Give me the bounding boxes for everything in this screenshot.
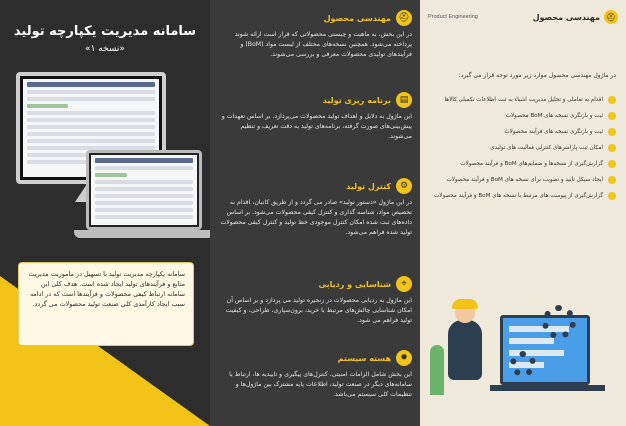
engineer-icon: ⛑ [604, 10, 618, 24]
control-icon: ⚙ [396, 178, 412, 194]
brochure-subtitle: «نسخه ۱» [85, 44, 125, 54]
section-product-engineering [220, 10, 412, 60]
section-body: این ماژول به دلایل و اهداف تولید محصولات می‌پردازد. بر اساس تعهدات و پیش‌بینی‌های صورت گرفته، برنامه‌های تولید به دقت تعریف و تنظیم می‌شوند. [221, 113, 412, 140]
list-item: امکان ثبت پارامترهای کنترلی فعالیت های تولیدی [430, 140, 616, 156]
middle-panel [210, 0, 420, 426]
section-title: شناسایی و ردیابی [318, 279, 391, 289]
section-title: مهندسی محصول [323, 13, 391, 23]
right-header [428, 8, 618, 26]
section-body: در این بخش، به ماهیت و چیستی محصولاتی که قرار است ارائه شوند پرداخته می‌شود. همچنین نسخه‌های مختلف از لیست مواد (BoM) و فرآیندهای تولیدی محصولات معرفی و بررسی می‌شوند. [234, 31, 412, 58]
section-tracking [220, 276, 412, 326]
list-item: ثبت و بازنگری نسخه های BoM محصولات [430, 108, 616, 124]
bullet-icon [608, 144, 616, 152]
section-system-core [220, 350, 412, 400]
person-figure [448, 320, 482, 380]
planning-icon: ▤ [396, 92, 412, 108]
section-title: برنامه ریزی تولید [322, 95, 391, 105]
section-production-control [220, 178, 412, 238]
right-intro: در ماژول مهندسی محصول موارد زیر مورد توجه قرار می گیرد: [458, 72, 616, 79]
hard-hat-icon [452, 299, 478, 309]
bullet-icon [608, 96, 616, 104]
right-title-fa: مهندسی محصول [532, 12, 600, 22]
section-production-planning [220, 92, 412, 142]
right-title [533, 10, 618, 24]
engineer-icon: ⛑ [396, 10, 412, 26]
laptop-image [86, 150, 202, 230]
section-body: این ماژول به ردیابی محصولات در زنجیره تولید می پردازد و بر اساس آن امکان شناسایی چالش‌های مرتبط با خرید، برون‌سپاری، طراحی، و کیفیت تولید فراهم می شود. [225, 297, 412, 324]
gear-icon [510, 351, 536, 377]
core-icon: ✹ [396, 350, 412, 366]
right-title-en: Product Engineering [428, 14, 478, 20]
gear-icon [542, 305, 576, 339]
bullet-icon [608, 176, 616, 184]
brochure-title: سامانه مدیریت یکپارچه تولید [13, 24, 197, 39]
desk-shape [490, 385, 605, 391]
section-body: این بخش شامل الزامات امنیتی، کنترل‌های پیگیری و تاییدیه ها، ارتباط با سامانه‌های دیگر در صنعت تولید، اطلاعات پایه مشترک بین ماژول‌ها و تنظیمات کلی سیستم می‌باشد. [229, 371, 412, 398]
bullet-icon [608, 128, 616, 136]
laptop-base [74, 230, 210, 238]
summary-box: سامانه یکپارچه مدیریت تولید با تسهیل در ماموریت مدیریت منابع و فرآیندهای تولید ایجاد شده است. هدف کلی این سامانه ارتباط کیفی محصولات و فرآیندها است که در ادامه سبب ایجاد کارآمدی کلی صنعت تولید محصولات می گردد. [18, 262, 194, 346]
left-panel [0, 0, 210, 426]
list-item: گزارش‌گیری از پیوست های مرتبط با نسخه های BoM و فرآیند محصولات [430, 188, 616, 204]
bullet-icon [608, 160, 616, 168]
engineer-illustration [430, 285, 610, 415]
list-item: ایجاد سیکل تایید و تصویب برای نسخه های BoM و فرآیند محصولات [430, 172, 616, 188]
list-item: اقدام به تعاملی و تحلیل مدیریت اشیاء به ثبت اطلاعات تکمیلی کالاها [430, 92, 616, 108]
section-body: در این ماژول «دستور تولید» صادر می گردد و از طریق کانبان، اقدام به تخصیص مواد، شناسه گذاری و کنترل کیفی محصولات می‌شود. بر اساس داده‌های ثبت شده امکان کنترل موجودی خط تولید و کنترل کیفی محصولات تولید شده فراهم می‌شود. [220, 199, 412, 236]
bullet-icon [608, 192, 616, 200]
bullet-icon [608, 112, 616, 120]
section-title: هسته سیستم [337, 353, 391, 363]
feature-list [430, 92, 616, 204]
list-item: ثبت و بازنگری نسخه های فرآیند محصولات [430, 124, 616, 140]
laptop-screen [91, 155, 197, 225]
tracking-icon: ⌖ [396, 276, 412, 292]
section-title: کنترل تولید [346, 181, 391, 191]
list-item: گزارش‌گیری از نسخه‌ها و ضمایم‌های BoM و فرآیند محصولات [430, 156, 616, 172]
plant-icon [430, 345, 444, 395]
